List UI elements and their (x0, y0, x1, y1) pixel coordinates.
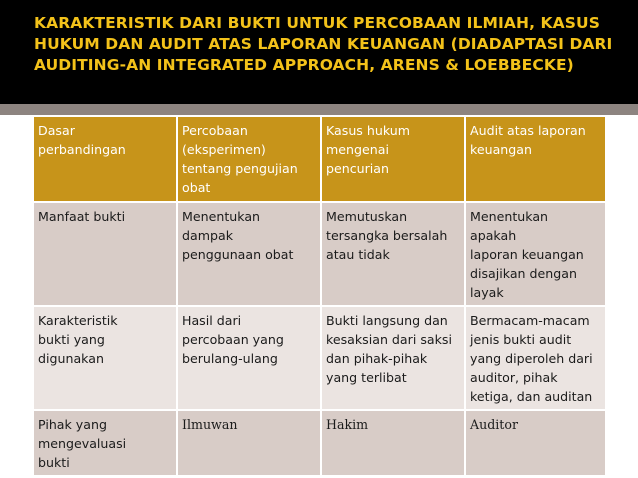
cell-line: Percobaan (182, 123, 248, 138)
table-row (33, 202, 606, 306)
header-cell-audit (465, 116, 606, 202)
table-cell (321, 410, 465, 476)
cell-line: Hasil dari (182, 313, 242, 328)
cell-line: laporan keuangan (470, 247, 584, 262)
header-cell-percobaan (177, 116, 321, 202)
table-cell (177, 410, 321, 476)
table-cell (465, 306, 606, 410)
cell-line: auditor, pihak (470, 370, 558, 385)
table-cell (33, 202, 177, 306)
table-cell (465, 202, 606, 306)
cell-line: bukti yang (38, 332, 105, 347)
title-divider (0, 104, 638, 115)
comparison-table (32, 115, 607, 477)
title-bar (0, 0, 638, 104)
cell-line: berulang-ulang (182, 351, 278, 366)
cell-line: Ilmuwan (182, 417, 238, 432)
cell-line: atau tidak (326, 247, 390, 262)
cell-line: Karakteristik (38, 313, 118, 328)
table-cell (33, 306, 177, 410)
cell-line: Bermacam-macam (470, 313, 590, 328)
cell-line: mengevaluasi (38, 436, 127, 451)
table-cell (321, 306, 465, 410)
cell-line: yang diperoleh dari (470, 351, 593, 366)
slide-title (34, 13, 630, 76)
table-row (33, 410, 606, 476)
table-cell (177, 306, 321, 410)
cell-line: percobaan yang (182, 332, 284, 347)
cell-line: Menentukan (182, 209, 261, 224)
cell-line: disajikan dengan (470, 266, 577, 281)
title-line: HUKUM DAN AUDIT ATAS LAPORAN KEUANGAN (DIADAPTASI DARI (34, 35, 613, 53)
cell-line: kesaksian dari saksi (326, 332, 452, 347)
table-cell (33, 410, 177, 476)
cell-line: digunakan (38, 351, 104, 366)
cell-line: penggunaan obat (182, 247, 294, 262)
cell-line: obat (182, 180, 211, 195)
cell-line: Memutuskan (326, 209, 408, 224)
cell-line: Audit atas laporan (470, 123, 586, 138)
cell-line: keuangan (470, 142, 532, 157)
cell-line: tersangka bersalah (326, 228, 448, 243)
cell-line: (eksperimen) (182, 142, 266, 157)
cell-line: Hakim (326, 417, 369, 432)
table-header-row (33, 116, 606, 202)
cell-line: Bukti langsung dan (326, 313, 448, 328)
cell-line: dan pihak-pihak (326, 351, 428, 366)
cell-line: Kasus hukum (326, 123, 410, 138)
title-line: AUDITING-AN INTEGRATED APPROACH, ARENS & LOEBBECKE) (34, 56, 574, 74)
cell-line: layak (470, 285, 504, 300)
cell-line: dampak (182, 228, 233, 243)
table-cell (177, 202, 321, 306)
cell-line: Manfaat bukti (38, 209, 126, 224)
cell-line: Auditor (470, 417, 518, 432)
cell-line: bukti (38, 455, 70, 470)
header-cell-kasus-hukum (321, 116, 465, 202)
title-line: KARAKTERISTIK DARI BUKTI UNTUK PERCOBAAN ILMIAH, KASUS (34, 14, 600, 32)
cell-line: tentang pengujian (182, 161, 298, 176)
table-cell (321, 202, 465, 306)
cell-line: Pihak yang (38, 417, 107, 432)
cell-line: yang terlibat (326, 370, 407, 385)
table-row (33, 306, 606, 410)
cell-line: jenis bukti audit (470, 332, 572, 347)
cell-line: mengenai (326, 142, 389, 157)
cell-line: ketiga, dan auditan (470, 389, 593, 404)
cell-line: apakah (470, 228, 517, 243)
cell-line: Menentukan (470, 209, 549, 224)
cell-line: perbandingan (38, 142, 126, 157)
header-cell-dasar (33, 116, 177, 202)
cell-line: Dasar (38, 123, 75, 138)
cell-line: pencurian (326, 161, 390, 176)
table-cell (465, 410, 606, 476)
